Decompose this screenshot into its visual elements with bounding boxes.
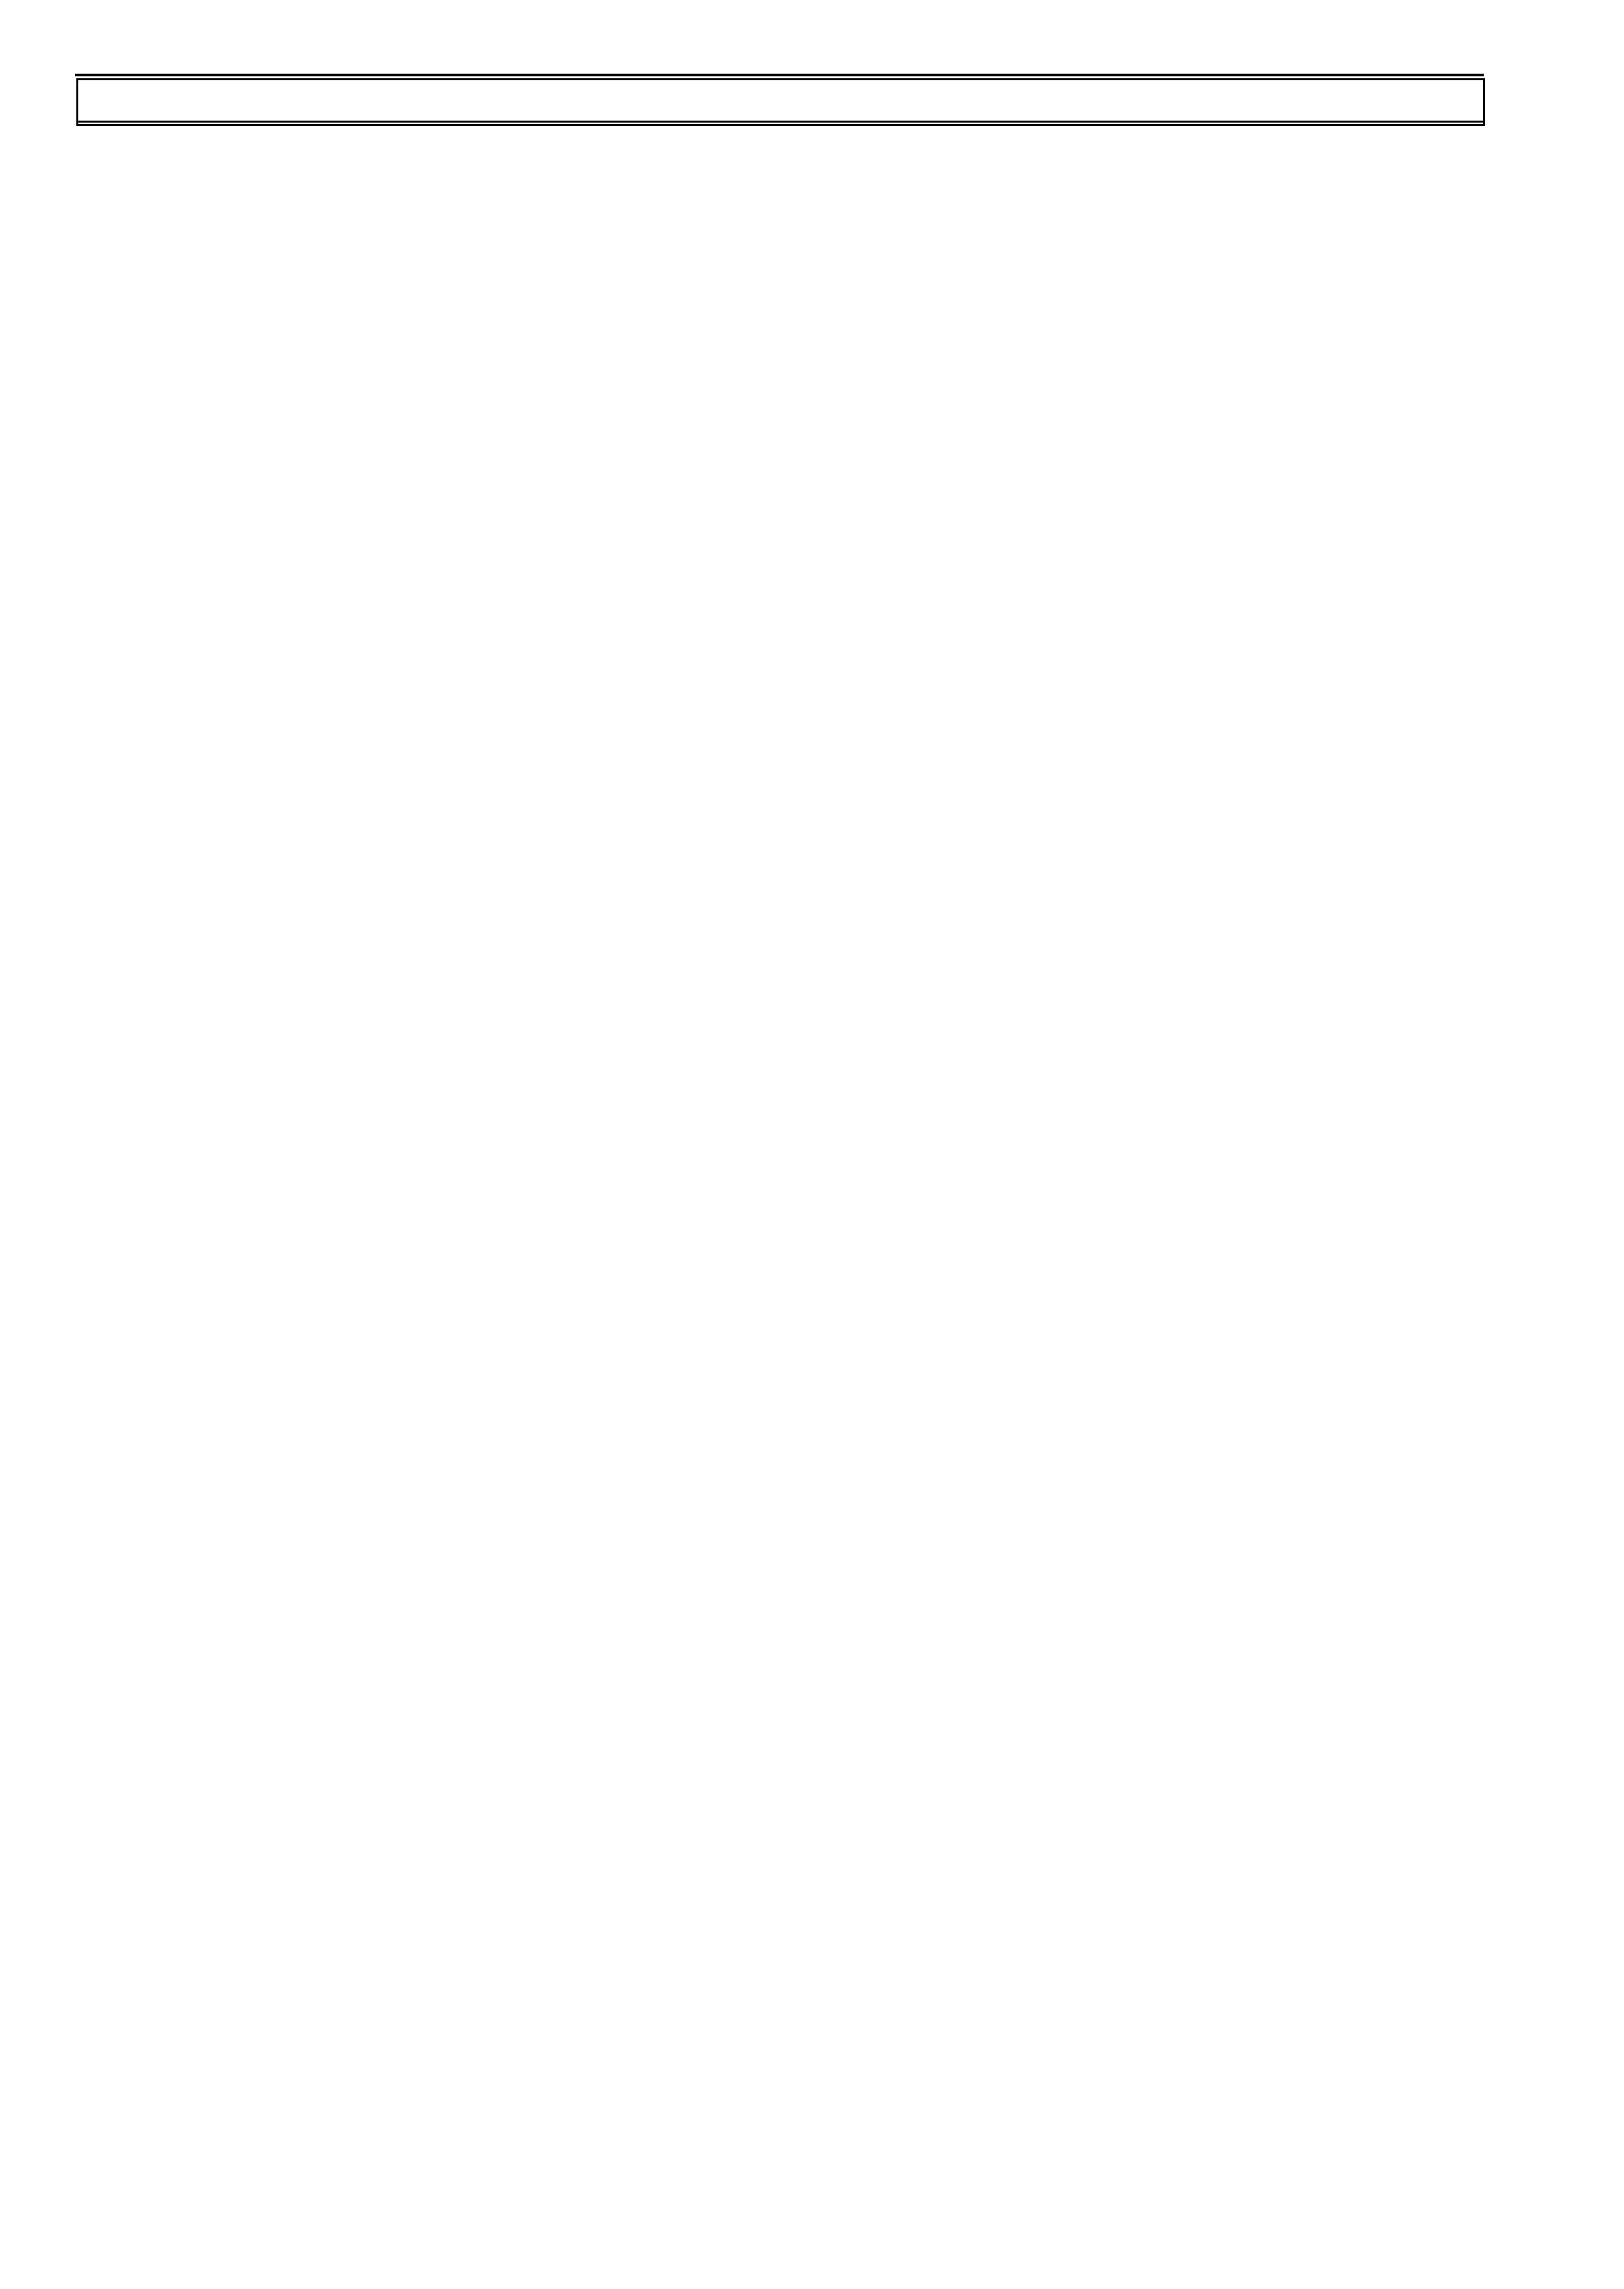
subheading: [78, 122, 1484, 125]
table-title-cell: [78, 80, 1484, 122]
header-rule: [75, 74, 1484, 76]
subheading-row: [78, 122, 1484, 125]
measure-line: [258, 89, 1478, 118]
rates-table: [76, 78, 1485, 126]
table-title-row: [78, 80, 1484, 122]
